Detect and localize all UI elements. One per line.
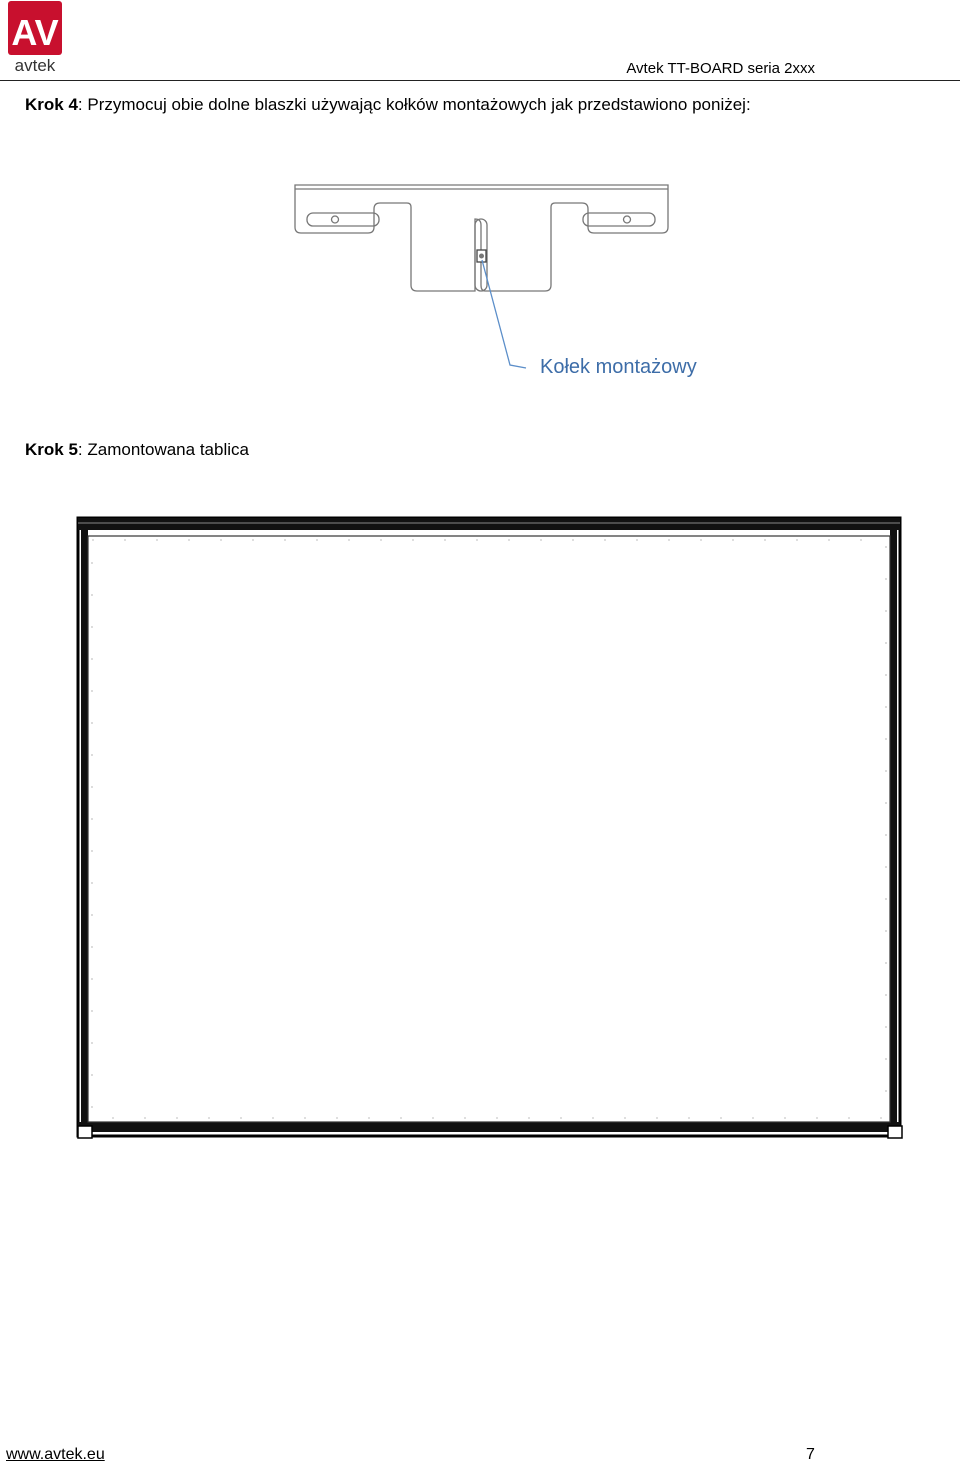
logo-letters: AV (11, 12, 59, 53)
avtek-logo (6, 1, 64, 75)
step-5 (25, 440, 249, 460)
mounted-whiteboard-drawing (76, 514, 904, 1144)
board-left-corner (78, 1126, 92, 1138)
right-slot (583, 213, 655, 226)
step-5-label: Krok 5 (25, 440, 78, 459)
step-5-text: : Zamontowana tablica (77, 440, 249, 459)
footer-website-link[interactable]: www.avtek.eu (6, 1446, 105, 1463)
step-4-label: Krok 4 (25, 95, 78, 114)
left-screw (332, 216, 339, 223)
step-4 (25, 95, 751, 115)
step-4-text: : Przymocuj obie dolne blaszki używając kołków montażowych jak przedstawiono poniżej: (77, 95, 751, 114)
callout-label: Kołek montażowy (540, 356, 697, 378)
logo-brand: avtek (14, 56, 56, 75)
document-title: Avtek TT-BOARD seria 2xxx (626, 60, 815, 77)
board-left-frame (81, 530, 88, 1130)
right-screw (624, 216, 631, 223)
header-divider (0, 80, 960, 81)
page-number: 7 (806, 1446, 815, 1463)
board-top-rail (78, 518, 900, 530)
callout-leader-line (470, 250, 540, 375)
board-bottom-rail (78, 1122, 900, 1132)
board-right-corner (888, 1126, 902, 1138)
left-slot (307, 213, 379, 226)
board-surface (88, 536, 890, 1122)
board-right-frame (890, 530, 897, 1130)
